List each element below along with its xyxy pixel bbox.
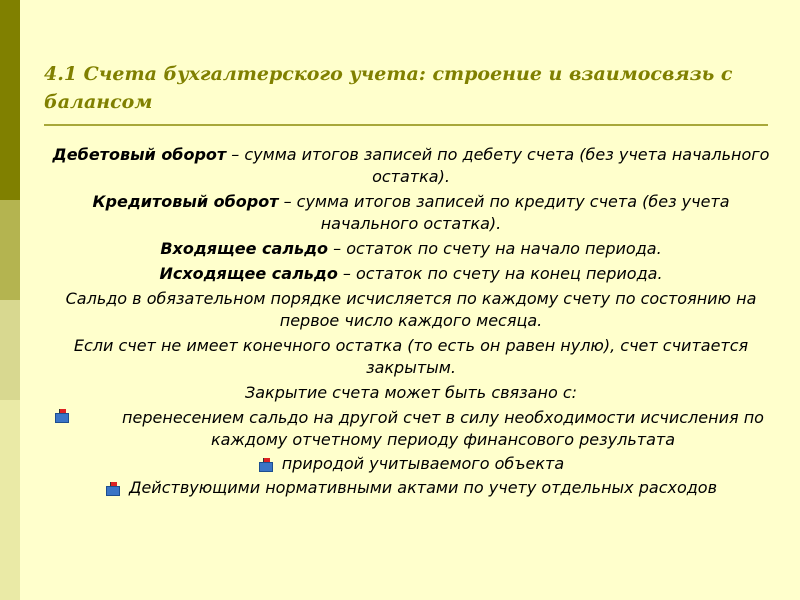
bullet-text: перенесением сальдо на другой счет в силу необходимости исчисления по каждому отчетному периоду финансового результата — [122, 408, 764, 449]
term: Кредитовый оборот — [92, 192, 279, 211]
bullet-text: Действующими нормативными актами по учету отдельных расходов — [128, 478, 718, 497]
paragraph-closing-balance — [46, 263, 776, 285]
sidebar-segment-4 — [0, 400, 20, 600]
paragraph-closing-reasons — [46, 382, 776, 404]
sidebar-segment-1 — [0, 0, 20, 200]
mailbox-icon — [258, 458, 274, 472]
term: Исходящее сальдо — [159, 264, 338, 283]
paragraph-text: Сальдо в обязательном порядке исчисляется по каждому счету по состоянию на первое число каждого месяца. — [65, 289, 757, 330]
paragraph-text: Если счет не имеет конечного остатка (то есть он равен нулю), счет считается закрытым. — [73, 336, 749, 377]
definition: – сумма итогов записей по кредиту счета (без учета начального остатка). — [278, 192, 730, 233]
sidebar-segment-3 — [0, 300, 20, 400]
slide — [20, 0, 800, 600]
list-item — [46, 477, 776, 499]
definition: – остаток по счету на конец периода. — [337, 264, 663, 283]
paragraph-text: Закрытие счета может быть связано с: — [244, 383, 577, 402]
title-divider — [44, 124, 768, 126]
term: Дебетовый оборот — [52, 145, 227, 164]
sidebar-segment-2 — [0, 200, 20, 300]
slide-body — [46, 144, 776, 501]
mailbox-icon — [54, 409, 70, 423]
paragraph-closed-account — [46, 335, 776, 379]
paragraph-balance-calculation — [46, 288, 776, 332]
list-item — [46, 453, 776, 475]
definition: – остаток по счету на начало периода. — [328, 239, 662, 258]
bullet-text: природой учитываемого объекта — [281, 454, 565, 473]
paragraph-opening-balance — [46, 238, 776, 260]
term: Входящее сальдо — [160, 239, 329, 258]
mailbox-icon — [105, 482, 121, 496]
paragraph-debit-turnover — [46, 144, 776, 188]
left-decorative-bar — [0, 0, 20, 600]
definition: – сумма итогов записей по дебету счета (без учета начального остатка). — [226, 145, 770, 186]
list-item — [46, 407, 776, 451]
slide-title: 4.1 Счета бухгалтерского учета: строение и взаимосвязь с балансом — [44, 63, 733, 113]
paragraph-credit-turnover — [46, 191, 776, 235]
